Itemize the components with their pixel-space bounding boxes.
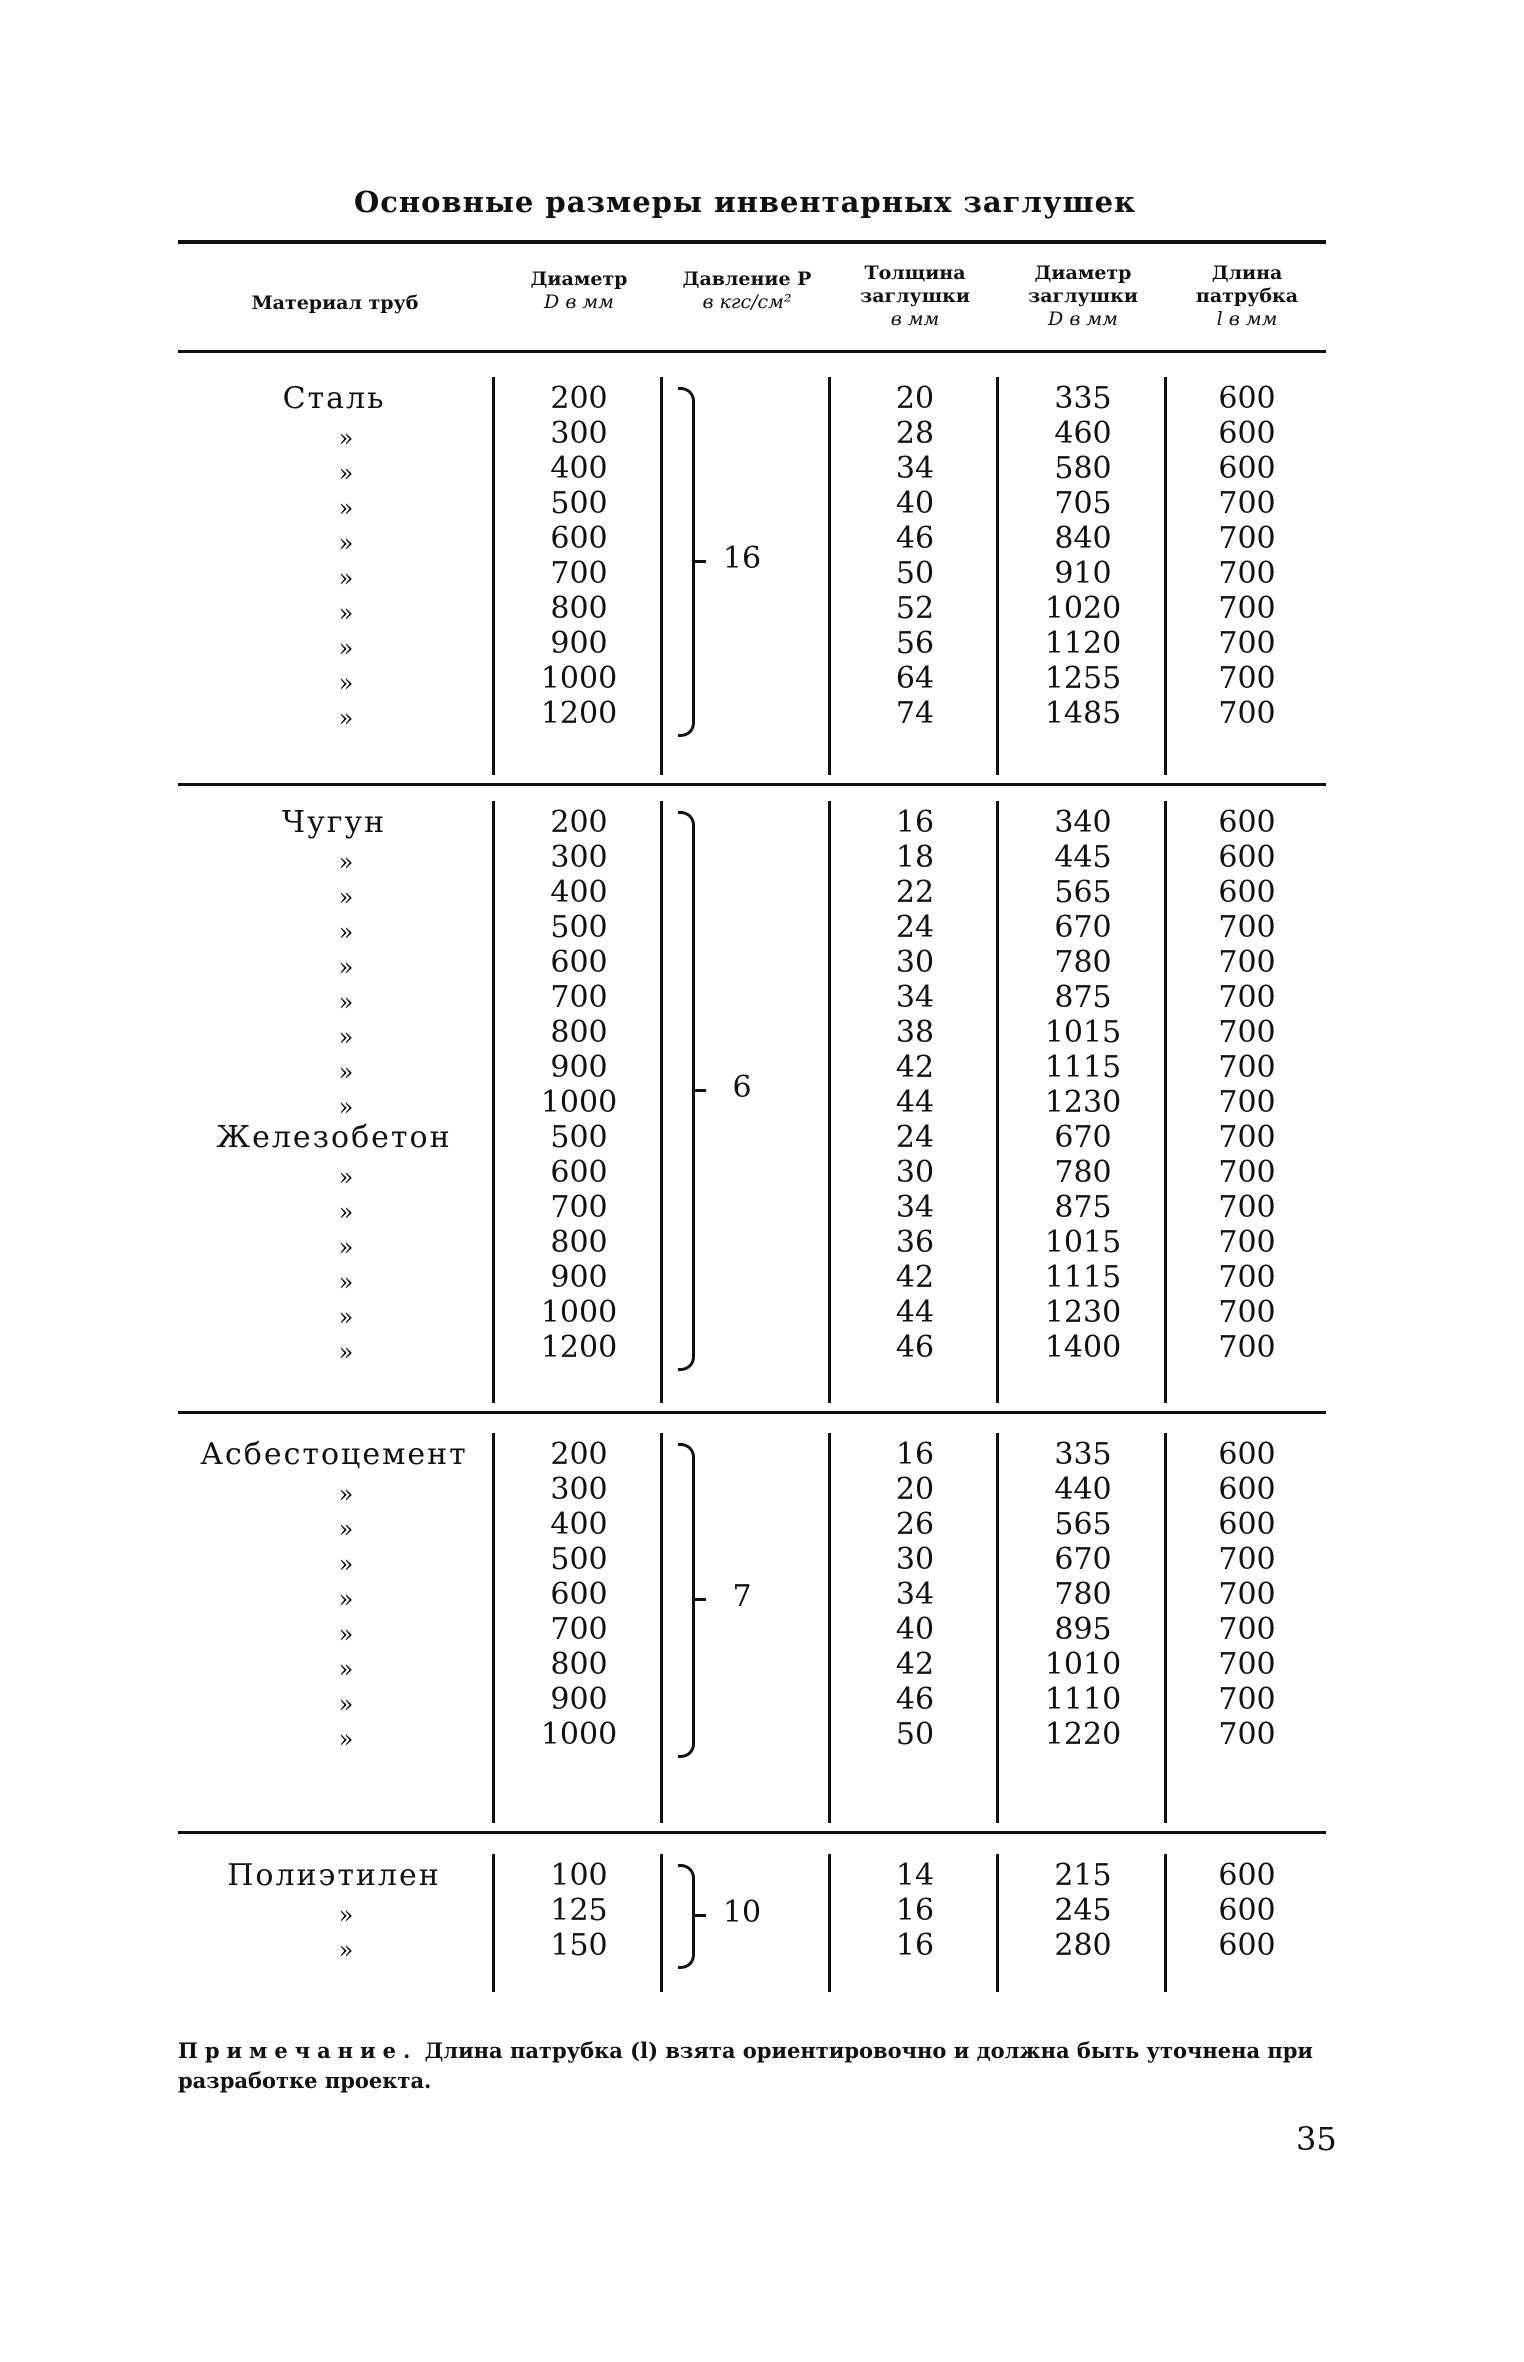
cell-l: 600 bbox=[1218, 875, 1276, 910]
cell-d: 100 bbox=[550, 1858, 608, 1893]
cell-l: 600 bbox=[1218, 1893, 1276, 1928]
ditto-mark: » bbox=[338, 848, 354, 876]
cell-dz: 1115 bbox=[1044, 1260, 1122, 1295]
cell-d: 400 bbox=[550, 1507, 608, 1542]
material-name: Чугун bbox=[281, 805, 387, 840]
ditto-mark: » bbox=[338, 883, 354, 911]
cell-d: 500 bbox=[550, 910, 608, 945]
cell-t: 38 bbox=[895, 1015, 935, 1050]
cell-t: 44 bbox=[895, 1085, 935, 1120]
cell-d: 300 bbox=[550, 1472, 608, 1507]
cell-l: 600 bbox=[1218, 416, 1276, 451]
ditto-mark: » bbox=[338, 1515, 354, 1543]
cell-l: 700 bbox=[1218, 1225, 1276, 1260]
cell-d: 1000 bbox=[540, 1295, 618, 1330]
pressure-brace-upper bbox=[678, 1864, 695, 1918]
cell-l: 700 bbox=[1218, 591, 1276, 626]
cell-t: 24 bbox=[895, 910, 935, 945]
cell-d: 700 bbox=[550, 556, 608, 591]
cell-dz: 780 bbox=[1054, 1155, 1112, 1190]
cell-d: 700 bbox=[550, 1612, 608, 1647]
ditto-mark: » bbox=[338, 599, 354, 627]
cell-t: 26 bbox=[895, 1507, 935, 1542]
cell-t: 14 bbox=[895, 1858, 935, 1893]
cell-dz: 280 bbox=[1054, 1928, 1112, 1963]
cell-d: 600 bbox=[550, 521, 608, 556]
column-rule bbox=[492, 1854, 495, 1992]
cell-t: 40 bbox=[895, 486, 935, 521]
cell-dz: 1020 bbox=[1044, 591, 1122, 626]
cell-t: 46 bbox=[895, 521, 935, 556]
cell-dz: 780 bbox=[1054, 1577, 1112, 1612]
cell-dz: 910 bbox=[1054, 556, 1112, 591]
cell-t: 30 bbox=[895, 1155, 935, 1190]
cell-l: 700 bbox=[1218, 1260, 1276, 1295]
cell-dz: 1230 bbox=[1044, 1085, 1122, 1120]
group-separator bbox=[178, 1831, 1326, 1834]
cell-d: 600 bbox=[550, 945, 608, 980]
ditto-mark: » bbox=[338, 1093, 354, 1121]
pressure-brace-upper bbox=[678, 1443, 695, 1602]
cell-d: 300 bbox=[550, 416, 608, 451]
ditto-mark: » bbox=[338, 953, 354, 981]
cell-dz: 1015 bbox=[1044, 1225, 1122, 1260]
cell-l: 700 bbox=[1218, 626, 1276, 661]
pressure-brace-tip bbox=[694, 560, 706, 563]
cell-d: 700 bbox=[550, 1190, 608, 1225]
cell-t: 20 bbox=[895, 1472, 935, 1507]
cell-l: 600 bbox=[1218, 1858, 1276, 1893]
cell-l: 700 bbox=[1218, 556, 1276, 591]
ditto-mark: » bbox=[338, 1023, 354, 1051]
cell-t: 16 bbox=[895, 1928, 935, 1963]
cell-d: 800 bbox=[550, 1015, 608, 1050]
cell-d: 800 bbox=[550, 1225, 608, 1260]
ditto-mark: » bbox=[338, 459, 354, 487]
table-title: Основные размеры инвентарных заглушек bbox=[353, 185, 1137, 219]
cell-d: 200 bbox=[550, 381, 608, 416]
cell-dz: 670 bbox=[1054, 910, 1112, 945]
cell-dz: 875 bbox=[1054, 1190, 1112, 1225]
ditto-mark: » bbox=[338, 634, 354, 662]
cell-t: 34 bbox=[895, 1577, 935, 1612]
cell-d: 150 bbox=[550, 1928, 608, 1963]
cell-dz: 335 bbox=[1054, 1437, 1112, 1472]
pressure-brace-lower bbox=[678, 561, 695, 738]
cell-l: 600 bbox=[1218, 1928, 1276, 1963]
ditto-mark: » bbox=[338, 564, 354, 592]
group-separator bbox=[178, 783, 1326, 786]
cell-l: 700 bbox=[1218, 1682, 1276, 1717]
cell-dz: 670 bbox=[1054, 1542, 1112, 1577]
pressure-value: 7 bbox=[732, 1579, 752, 1614]
cell-d: 500 bbox=[550, 486, 608, 521]
cell-dz: 1010 bbox=[1044, 1647, 1122, 1682]
cell-l: 600 bbox=[1218, 840, 1276, 875]
cell-dz: 875 bbox=[1054, 980, 1112, 1015]
cell-l: 700 bbox=[1218, 1120, 1276, 1155]
cell-d: 800 bbox=[550, 1647, 608, 1682]
cell-dz: 1115 bbox=[1044, 1050, 1122, 1085]
header-pipe-length: Длина патрубка l в мм bbox=[1195, 262, 1299, 330]
header-material: Материал труб bbox=[251, 292, 419, 314]
material-name: Асбестоцемент bbox=[200, 1437, 468, 1472]
cell-l: 700 bbox=[1218, 1155, 1276, 1190]
cell-dz: 840 bbox=[1054, 521, 1112, 556]
pressure-brace-lower bbox=[678, 1599, 695, 1758]
cell-d: 125 bbox=[550, 1893, 608, 1928]
cell-d: 900 bbox=[550, 626, 608, 661]
cell-l: 700 bbox=[1218, 1295, 1276, 1330]
ditto-mark: » bbox=[338, 1655, 354, 1683]
cell-t: 74 bbox=[895, 696, 935, 731]
cell-l: 600 bbox=[1218, 1507, 1276, 1542]
footnote: Примечание. Длина патрубка (l) взята ориентировочно и должна быть уточнена при разработке проекта. bbox=[178, 2038, 1313, 2093]
group-separator bbox=[178, 1411, 1326, 1414]
column-rule bbox=[828, 1433, 831, 1823]
ditto-mark: » bbox=[338, 1268, 354, 1296]
column-rule bbox=[492, 801, 495, 1403]
material-name: Сталь bbox=[282, 381, 386, 416]
cell-d: 600 bbox=[550, 1155, 608, 1190]
cell-t: 42 bbox=[895, 1050, 935, 1085]
pressure-brace-lower bbox=[678, 1090, 695, 1372]
ditto-mark: » bbox=[338, 1233, 354, 1261]
cell-t: 24 bbox=[895, 1120, 935, 1155]
cell-l: 700 bbox=[1218, 1190, 1276, 1225]
cell-dz: 340 bbox=[1054, 805, 1112, 840]
cell-t: 34 bbox=[895, 451, 935, 486]
cell-t: 30 bbox=[895, 945, 935, 980]
cell-d: 700 bbox=[550, 980, 608, 1015]
ditto-mark: » bbox=[338, 1303, 354, 1331]
cell-d: 200 bbox=[550, 805, 608, 840]
cell-l: 700 bbox=[1218, 980, 1276, 1015]
cell-t: 52 bbox=[895, 591, 935, 626]
pressure-brace-upper bbox=[678, 811, 695, 1093]
cell-l: 700 bbox=[1218, 1612, 1276, 1647]
cell-dz: 565 bbox=[1054, 875, 1112, 910]
cell-d: 1200 bbox=[540, 696, 618, 731]
cell-l: 700 bbox=[1218, 696, 1276, 731]
cell-t: 40 bbox=[895, 1612, 935, 1647]
cell-l: 700 bbox=[1218, 1577, 1276, 1612]
cell-t: 46 bbox=[895, 1330, 935, 1365]
header-plug-diameter: Диаметр заглушки D в мм bbox=[1028, 262, 1138, 330]
cell-l: 700 bbox=[1218, 1085, 1276, 1120]
cell-dz: 460 bbox=[1054, 416, 1112, 451]
cell-t: 18 bbox=[895, 840, 935, 875]
cell-dz: 1220 bbox=[1044, 1717, 1122, 1752]
cell-l: 700 bbox=[1218, 1330, 1276, 1365]
cell-dz: 780 bbox=[1054, 945, 1112, 980]
cell-d: 400 bbox=[550, 451, 608, 486]
cell-t: 16 bbox=[895, 1893, 935, 1928]
cell-l: 600 bbox=[1218, 381, 1276, 416]
cell-t: 42 bbox=[895, 1647, 935, 1682]
header-diameter: Диаметр D в мм bbox=[530, 268, 628, 313]
cell-t: 20 bbox=[895, 381, 935, 416]
pressure-brace-lower bbox=[678, 1915, 695, 1969]
ditto-mark: » bbox=[338, 1585, 354, 1613]
cell-dz: 1230 bbox=[1044, 1295, 1122, 1330]
cell-l: 700 bbox=[1218, 1542, 1276, 1577]
cell-dz: 335 bbox=[1054, 381, 1112, 416]
ditto-mark: » bbox=[338, 669, 354, 697]
cell-t: 50 bbox=[895, 1717, 935, 1752]
cell-l: 700 bbox=[1218, 1717, 1276, 1752]
cell-t: 34 bbox=[895, 980, 935, 1015]
cell-dz: 440 bbox=[1054, 1472, 1112, 1507]
cell-t: 50 bbox=[895, 556, 935, 591]
ditto-mark: » bbox=[338, 1480, 354, 1508]
ditto-mark: » bbox=[338, 988, 354, 1016]
page-number: 35 bbox=[1296, 2120, 1337, 2158]
cell-d: 1000 bbox=[540, 1717, 618, 1752]
cell-l: 700 bbox=[1218, 1015, 1276, 1050]
ditto-mark: » bbox=[338, 1058, 354, 1086]
cell-t: 34 bbox=[895, 1190, 935, 1225]
pressure-value: 6 bbox=[732, 1069, 752, 1105]
ditto-mark: » bbox=[338, 1901, 354, 1929]
pressure-brace-tip bbox=[694, 1598, 706, 1601]
ditto-mark: » bbox=[338, 1620, 354, 1648]
header-pressure: Давление P в кгс/см² bbox=[682, 268, 812, 313]
cell-l: 700 bbox=[1218, 945, 1276, 980]
cell-d: 200 bbox=[550, 1437, 608, 1472]
ditto-mark: » bbox=[338, 704, 354, 732]
cell-d: 800 bbox=[550, 591, 608, 626]
cell-dz: 1015 bbox=[1044, 1015, 1122, 1050]
material-name: Железобетон bbox=[216, 1120, 452, 1155]
cell-t: 16 bbox=[895, 1437, 935, 1472]
cell-dz: 1485 bbox=[1044, 696, 1122, 731]
ditto-mark: » bbox=[338, 1163, 354, 1191]
pressure-brace-tip bbox=[694, 1914, 706, 1917]
cell-d: 900 bbox=[550, 1050, 608, 1085]
header-thickness: Толщина заглушки в мм bbox=[860, 262, 970, 330]
cell-dz: 215 bbox=[1054, 1858, 1112, 1893]
pressure-value: 16 bbox=[722, 540, 762, 576]
column-rule bbox=[828, 1854, 831, 1992]
cell-d: 300 bbox=[550, 840, 608, 875]
cell-d: 500 bbox=[550, 1542, 608, 1577]
pressure-brace-tip bbox=[694, 1089, 706, 1092]
cell-d: 900 bbox=[550, 1682, 608, 1717]
cell-d: 1200 bbox=[540, 1330, 618, 1365]
ditto-mark: » bbox=[338, 494, 354, 522]
cell-l: 600 bbox=[1218, 451, 1276, 486]
cell-t: 16 bbox=[895, 805, 935, 840]
cell-dz: 705 bbox=[1054, 486, 1112, 521]
column-rule bbox=[492, 377, 495, 775]
ditto-mark: » bbox=[338, 1936, 354, 1964]
material-name: Полиэтилен bbox=[227, 1858, 441, 1893]
cell-dz: 565 bbox=[1054, 1507, 1112, 1542]
cell-dz: 245 bbox=[1054, 1893, 1112, 1928]
cell-t: 44 bbox=[895, 1295, 935, 1330]
cell-t: 22 bbox=[895, 875, 935, 910]
cell-dz: 1255 bbox=[1044, 661, 1122, 696]
cell-d: 600 bbox=[550, 1577, 608, 1612]
ditto-mark: » bbox=[338, 1198, 354, 1226]
column-rule bbox=[828, 377, 831, 775]
ditto-mark: » bbox=[338, 424, 354, 452]
cell-dz: 895 bbox=[1054, 1612, 1112, 1647]
cell-t: 36 bbox=[895, 1225, 935, 1260]
cell-d: 400 bbox=[550, 875, 608, 910]
cell-dz: 670 bbox=[1054, 1120, 1112, 1155]
cell-d: 1000 bbox=[540, 1085, 618, 1120]
pressure-brace-upper bbox=[678, 387, 695, 564]
cell-l: 700 bbox=[1218, 910, 1276, 945]
cell-l: 700 bbox=[1218, 661, 1276, 696]
cell-dz: 445 bbox=[1054, 840, 1112, 875]
cell-d: 1000 bbox=[540, 661, 618, 696]
cell-t: 30 bbox=[895, 1542, 935, 1577]
cell-d: 500 bbox=[550, 1120, 608, 1155]
cell-l: 700 bbox=[1218, 521, 1276, 556]
ditto-mark: » bbox=[338, 1725, 354, 1753]
cell-l: 600 bbox=[1218, 805, 1276, 840]
cell-l: 700 bbox=[1218, 486, 1276, 521]
cell-t: 56 bbox=[895, 626, 935, 661]
table-top-rule bbox=[178, 240, 1326, 244]
cell-l: 700 bbox=[1218, 1647, 1276, 1682]
cell-dz: 1400 bbox=[1044, 1330, 1122, 1365]
cell-dz: 1110 bbox=[1044, 1682, 1122, 1717]
ditto-mark: » bbox=[338, 918, 354, 946]
ditto-mark: » bbox=[338, 1690, 354, 1718]
cell-l: 600 bbox=[1218, 1437, 1276, 1472]
header-bottom-rule bbox=[178, 350, 1326, 353]
column-rule bbox=[828, 801, 831, 1403]
column-rule bbox=[492, 1433, 495, 1823]
cell-dz: 1120 bbox=[1044, 626, 1122, 661]
cell-t: 46 bbox=[895, 1682, 935, 1717]
cell-d: 900 bbox=[550, 1260, 608, 1295]
ditto-mark: » bbox=[338, 1550, 354, 1578]
cell-l: 700 bbox=[1218, 1050, 1276, 1085]
cell-dz: 580 bbox=[1054, 451, 1112, 486]
cell-t: 42 bbox=[895, 1260, 935, 1295]
ditto-mark: » bbox=[338, 1338, 354, 1366]
cell-t: 64 bbox=[895, 661, 935, 696]
cell-t: 28 bbox=[895, 416, 935, 451]
pressure-value: 10 bbox=[722, 1895, 762, 1930]
cell-l: 600 bbox=[1218, 1472, 1276, 1507]
ditto-mark: » bbox=[338, 529, 354, 557]
